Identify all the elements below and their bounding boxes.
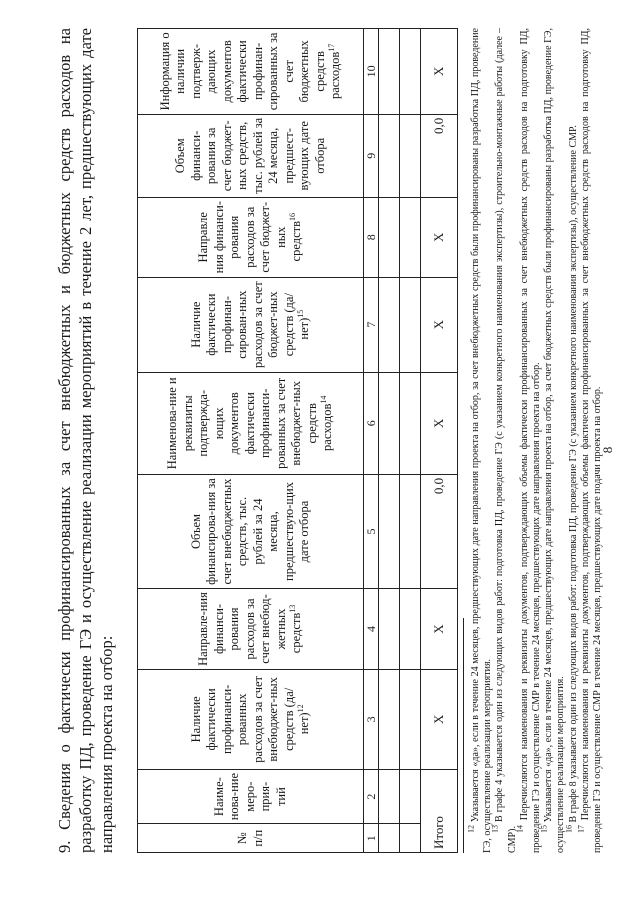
footnote-15: $^{15}$ Указывается «да», если в течение 24 месяцев, предшествующих дате направления проекта на отбор, за счет бюджетных средств были профинансированы разработка ПД, проведение ГЭ, осуществление реализации мероприятия.: [539, 27, 567, 853]
header-cell-8: Направле ния финанси-рования расходов за счет бюджет-ных средств$^{16}$: [138, 197, 364, 277]
footnote-separator: [463, 618, 464, 853]
table-header-row: [138, 29, 364, 853]
total-cell: X: [421, 589, 458, 670]
column-number-row: [364, 29, 379, 853]
column-number: 7: [364, 277, 379, 372]
header-cell-6: Наименова-ние и реквизиты подтвержда-ющих документов фактически профинанси-рованных за счет внебюджет-ных средств расходов$^{14}$: [138, 372, 364, 474]
header-cell-10: Информация о наличии подтверж-дающих документов фактически профинан-сированных за счет бюджетных средств расходов$^{17}$: [138, 29, 364, 115]
column-number: 6: [364, 372, 379, 474]
footnote-12: $^{12}$ Указывается «да», если в течение 24 месяцев, предшествующих дате направления проекта на отбор, за счет внебюджетных средств были профинансированы разработка ПД, проведение ГЭ, осуществление реализации мероприятия.: [466, 27, 494, 853]
footnote-17: $^{17}$ Перечисляются наименования и реквизиты документов, подтверждающих объемы фактически профинансированных за счет внебюджетных средств расходов на подготовку ПД, проведение ГЭ и осуществление СМР в течение 24 месяцев, предшествующих дате подачи проекта на отбор.: [576, 27, 604, 853]
header-cell-4: Направле-ния финанси-рования расходов за счет внебюд-жетных средств$^{13}$: [138, 589, 364, 670]
column-number: 5: [364, 474, 379, 588]
footnote-14: $^{14}$ Перечисляются наименования и реквизиты документов, подтверждающих объемы фактически профинансированных за счет внебюджетных средств расходов на подготовку ПД, проведение ГЭ и осуществление СМР в течение 24 месяцев, предшествующих дате направления проекта на отбор.: [515, 27, 543, 853]
column-number: 8: [364, 197, 379, 277]
column-number: 4: [364, 589, 379, 670]
total-cell: X: [421, 29, 458, 115]
section-heading: 9. Сведения о фактически профинансированных за счет внебюджетных и бюджетных средств расходов на разработку ПД, проведение ГЭ и осуществление реализации мероприятий в течение 2 лет, предшествующих дате направления проекта на отбор:: [55, 28, 116, 853]
total-cell: X: [421, 197, 458, 277]
header-cell-7: Наличие фактически профинан-сирован-ных расходов за счет бюджет-ных средств $(да/нет)^{15}$: [138, 277, 364, 372]
total-cell: X: [421, 372, 458, 474]
footnote-16: $^{16}$ В графе 8 указывается один из следующих видов работ: подготовка ПД, проведение ГЭ (с указанием конкретного наименования экспертизы), осуществление СМР.: [564, 125, 579, 833]
column-number: 3: [364, 669, 379, 769]
total-cell: X: [421, 277, 458, 372]
header-cell-3: Наличие фактически профинанси-рованных расходов за счет внебюджет-ных средств $(да/нет)^{12}$: [138, 669, 364, 769]
column-number: 9: [364, 114, 379, 197]
column-number: 1: [364, 824, 379, 853]
footnote-13: $^{13}$ В графе 4 указывается один из следующих видов работ: подготовка ПД, проведение ГЭ (с указанием конкретного наименования экспертизы), строительно-монтажные работы (далее – СМР).: [491, 27, 518, 853]
total-row: [421, 29, 458, 853]
financing-table: [137, 28, 458, 853]
empty-row: [379, 29, 400, 853]
header-cell-9: Объем финанси-рования за счет бюджет-ных средств, тыс. рублей за 24 месяца, предшест-вующих дате отбора: [138, 114, 364, 197]
total-cell: X: [421, 669, 458, 769]
footnotes: [466, 27, 604, 853]
total-cell: 0,0: [421, 474, 458, 588]
header-cell-5: Объем финансирова-ния за счет внебюджетных средств, тыс. рублей за 24 месяца, предшествую-щих дате отбора: [138, 474, 364, 588]
page-number: 8: [600, 446, 615, 454]
total-cell: 0,0: [421, 114, 458, 197]
total-label: Итого: [421, 769, 458, 852]
column-number: 10: [364, 29, 379, 115]
empty-row: [400, 29, 421, 853]
column-number: 2: [364, 769, 379, 824]
header-cell-1: № п/п: [138, 824, 364, 853]
header-cell-2: Наиме-нова-ние меро-прия-тий: [138, 769, 364, 824]
